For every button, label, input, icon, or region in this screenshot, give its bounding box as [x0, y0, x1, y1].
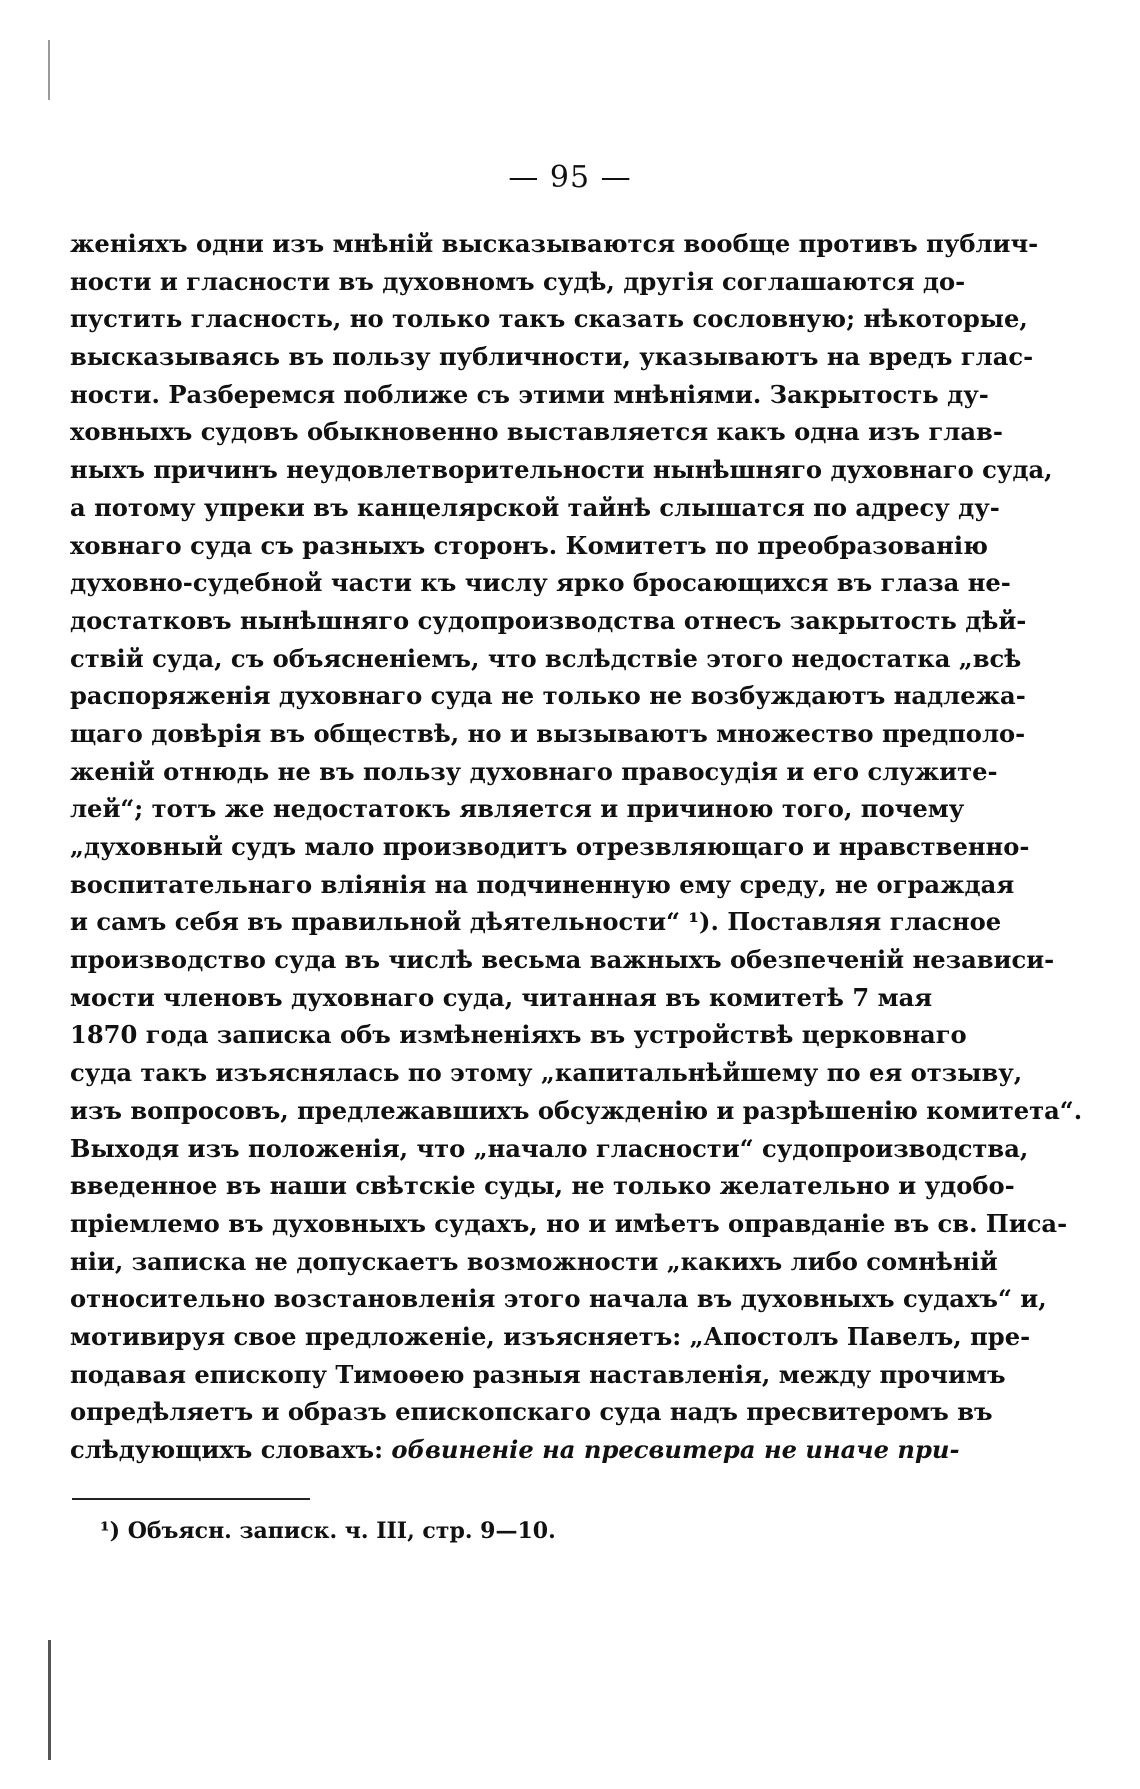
text-line: введенное въ наши свѣтскіе суды, не только желательно и удобо-: [70, 1171, 1015, 1201]
text-line: а потому упреки въ канцелярской тайнѣ слышатся по адресу ду-: [70, 492, 1000, 522]
last-line-plain: слѣдующихъ словахъ:: [70, 1435, 383, 1464]
page-number: — 95 —: [508, 160, 632, 195]
body-text: [70, 225, 1083, 1469]
text-line: пустить гласность, но только такъ сказать сословную; нѣкоторые,: [70, 304, 1028, 334]
text-line: достатковъ нынѣшняго судопроизводства отнесъ закрытость дѣй-: [70, 605, 1027, 635]
last-line-italic: обвиненіе на пресвитера не иначе при-: [391, 1435, 960, 1464]
text-line: ховныхъ судовъ обыкновенно выставляется какъ одна изъ глав-: [70, 417, 1003, 447]
footnote-divider: [72, 1498, 310, 1500]
text-line: духовно-судебной части къ числу ярко бросающихся въ глаза не-: [70, 568, 1011, 598]
text-line: Выходя изъ положенія, что „начало гласности“ судопроизводства,: [70, 1133, 1029, 1163]
scan-edge-mark: [48, 40, 50, 100]
text-line: ніи, записка не допускаетъ возможности „какихъ либо сомнѣній: [70, 1246, 998, 1276]
scan-edge-mark-bottom: [48, 1640, 51, 1760]
text-line: мости членовъ духовнаго суда, читанная въ комитетѣ 7 мая: [70, 982, 933, 1012]
text-line: ныхъ причинъ неудовлетворительности нынѣшняго духовнаго суда,: [70, 455, 1053, 485]
text-line-last: [70, 1431, 960, 1469]
text-line: суда такъ изъяснялась по этому „капитальнѣйшему по ея отзыву,: [70, 1058, 1023, 1088]
text-line: „духовный судъ мало производитъ отрезвляющаго и нравственно-: [70, 832, 1030, 861]
footnote: ¹) Объясн. записк. ч. III, стр. 9—10.: [100, 1518, 556, 1544]
text-line: ствій суда, съ объясненіемъ, что вслѣдствіе этого недостатка „всѣ: [70, 643, 1022, 673]
text-line: производство суда въ числѣ весьма важныхъ обезпеченій независи-: [70, 945, 1055, 975]
text-line: высказываясь въ пользу публичности, указываютъ на вредъ глас-: [70, 342, 1034, 372]
text-line: мотивируя свое предложеніе, изъясняетъ: „Апостолъ Павелъ, пре-: [70, 1321, 1031, 1351]
text-line: опредѣляетъ и образъ епископскаго суда надъ пресвитеромъ въ: [70, 1397, 993, 1427]
text-line: изъ вопросовъ, предлежавшихъ обсужденію и разрѣшенію комитета“.: [70, 1095, 1083, 1125]
text-line: 1870 года записка объ измѣненіяхъ въ устройствѣ церковнаго: [70, 1020, 967, 1050]
text-line: распоряженія духовнаго суда не только не возбуждаютъ надлежа-: [70, 681, 1026, 711]
text-line: лей“; тотъ же недостатокъ является и причиною того, почему: [70, 794, 965, 824]
text-line: щаго довѣрія въ обществѣ, но и вызываютъ множество предполо-: [70, 718, 1026, 748]
text-line: пріемлемо въ духовныхъ судахъ, но и имѣетъ оправданіе въ св. Писа-: [70, 1208, 1068, 1238]
text-line: подавая епископу Тимоѳею разныя наставленія, между прочимъ: [70, 1359, 1006, 1389]
text-line: ности. Разберемся поближе съ этими мнѣніями. Закрытость ду-: [70, 379, 989, 409]
text-line: ховнаго суда съ разныхъ сторонъ. Комитетъ по преобразованію: [70, 530, 988, 560]
text-line: относительно возстановленія этого начала въ духовныхъ судахъ“ и,: [70, 1284, 1047, 1314]
text-line: воспитательнаго вліянія на подчиненную ему среду, не ограждая: [70, 869, 1015, 899]
text-line: женіяхъ одни изъ мнѣній высказываются вообще противъ публич-: [70, 229, 1039, 258]
text-line: и самъ себя въ правильной дѣятельности“ ¹). Поставляя гласное: [70, 907, 1002, 937]
text-line: ности и гласности въ духовномъ судѣ, другія соглашаются до-: [70, 266, 966, 296]
text-line: женій отнюдь не въ пользу духовнаго правосудія и его служите-: [70, 756, 998, 786]
